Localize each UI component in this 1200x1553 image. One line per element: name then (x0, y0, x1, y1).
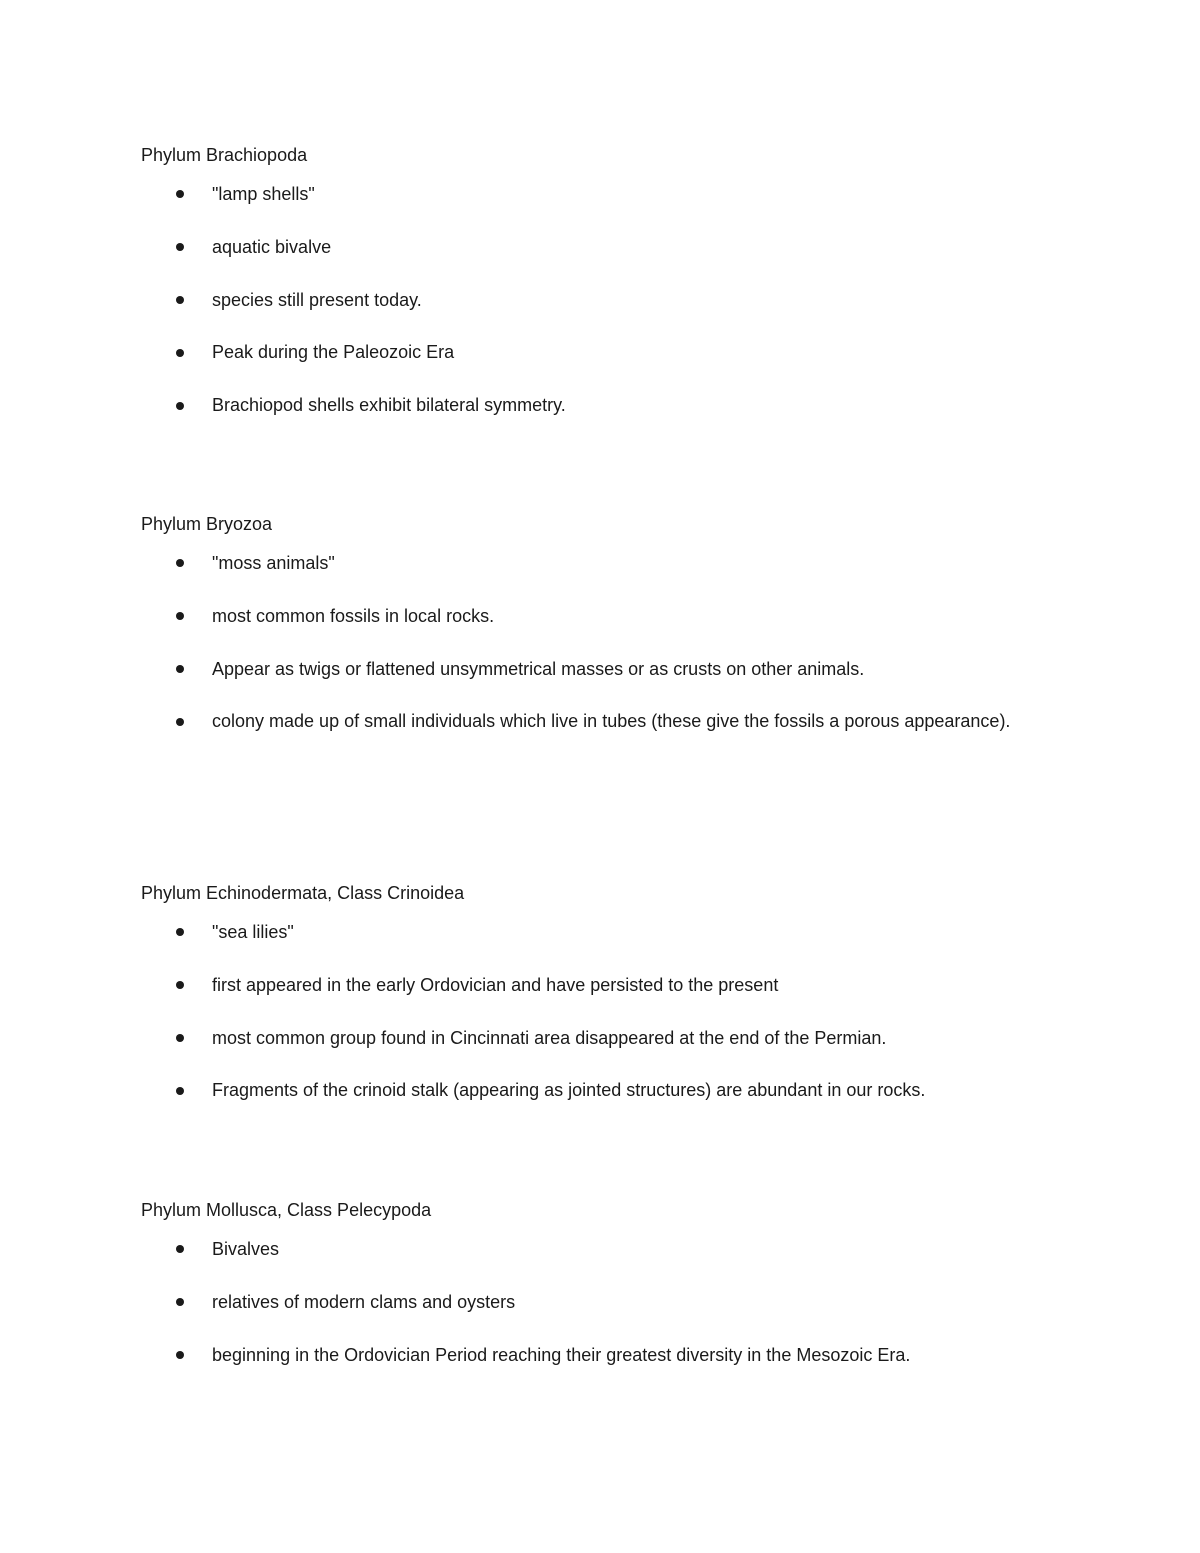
bullet-icon (176, 1087, 184, 1095)
list-item (141, 1276, 1041, 1329)
bullet-icon (176, 559, 184, 567)
section-heading: Phylum Bryozoa (141, 514, 273, 534)
list-item (141, 590, 1041, 643)
list-item (141, 1012, 1041, 1065)
list-item-text: "sea lilies" (212, 922, 294, 942)
section-brachiopoda (141, 142, 1041, 432)
list-item (141, 1064, 1041, 1117)
list-item (141, 695, 1012, 748)
bullet-icon (176, 243, 184, 251)
list-item (141, 906, 1041, 959)
bullet-list (141, 906, 1041, 1117)
bullet-icon (176, 296, 184, 304)
list-item-text: Appear as twigs or flattened unsymmetrical masses or as crusts on other animals. (212, 658, 865, 679)
list-item-text: colony made up of small individuals which live in tubes (these give the fossils a porous appearance). (212, 711, 1011, 732)
section-heading: Phylum Echinodermata, Class Crinoidea (141, 883, 465, 903)
section-pelecypoda (141, 1197, 1041, 1381)
list-item-text: Fragments of the crinoid stalk (appearing as jointed structures) are abundant in our rocks. (212, 1080, 926, 1101)
list-item (141, 274, 1041, 327)
list-item-text: Bivalves (212, 1239, 280, 1259)
list-item-text: "lamp shells" (212, 184, 315, 204)
bullet-icon (176, 1245, 184, 1253)
list-item (141, 643, 1041, 696)
list-item-text: "moss animals" (212, 553, 335, 573)
list-item (141, 221, 1041, 274)
bullet-icon (176, 1298, 184, 1306)
list-item-text: relatives of modern clams and oysters (212, 1291, 516, 1312)
list-item (141, 537, 1041, 590)
list-item-text: Peak during the Paleozoic Era (212, 342, 455, 363)
section-heading: Phylum Mollusca, Class Pelecypoda (141, 1200, 432, 1220)
bullet-icon (176, 1351, 184, 1359)
list-item (141, 326, 1041, 379)
list-item-text: Brachiopod shells exhibit bilateral symmetry. (212, 395, 566, 416)
list-item (141, 959, 1041, 1012)
bullet-icon (176, 612, 184, 620)
list-item (141, 168, 1041, 221)
section-bryozoa (141, 511, 1041, 748)
list-item (141, 379, 1041, 432)
list-item (141, 1329, 1041, 1382)
bullet-list (141, 168, 1041, 432)
list-item-text: beginning in the Ordovician Period reaching their greatest diversity in the Mesozoic Era. (212, 1344, 911, 1365)
bullet-icon (176, 981, 184, 989)
bullet-icon (176, 190, 184, 198)
bullet-icon (176, 402, 184, 410)
list-item-text: first appeared in the early Ordovician and have persisted to the present (212, 974, 779, 995)
list-item (141, 1223, 1041, 1276)
section-crinoidea (141, 880, 1041, 1117)
bullet-list (141, 537, 1041, 748)
bullet-icon (176, 1034, 184, 1042)
list-item-text: species still present today. (212, 289, 422, 310)
bullet-icon (176, 665, 184, 673)
bullet-icon (176, 349, 184, 357)
list-item-text: most common group found in Cincinnati area disappeared at the end of the Permian. (212, 1027, 887, 1048)
list-item-text: aquatic bivalve (212, 236, 332, 257)
bullet-list (141, 1223, 1041, 1381)
list-item-text: most common fossils in local rocks. (212, 605, 495, 626)
bullet-icon (176, 718, 184, 726)
section-heading: Phylum Brachiopoda (141, 145, 308, 165)
bullet-icon (176, 928, 184, 936)
